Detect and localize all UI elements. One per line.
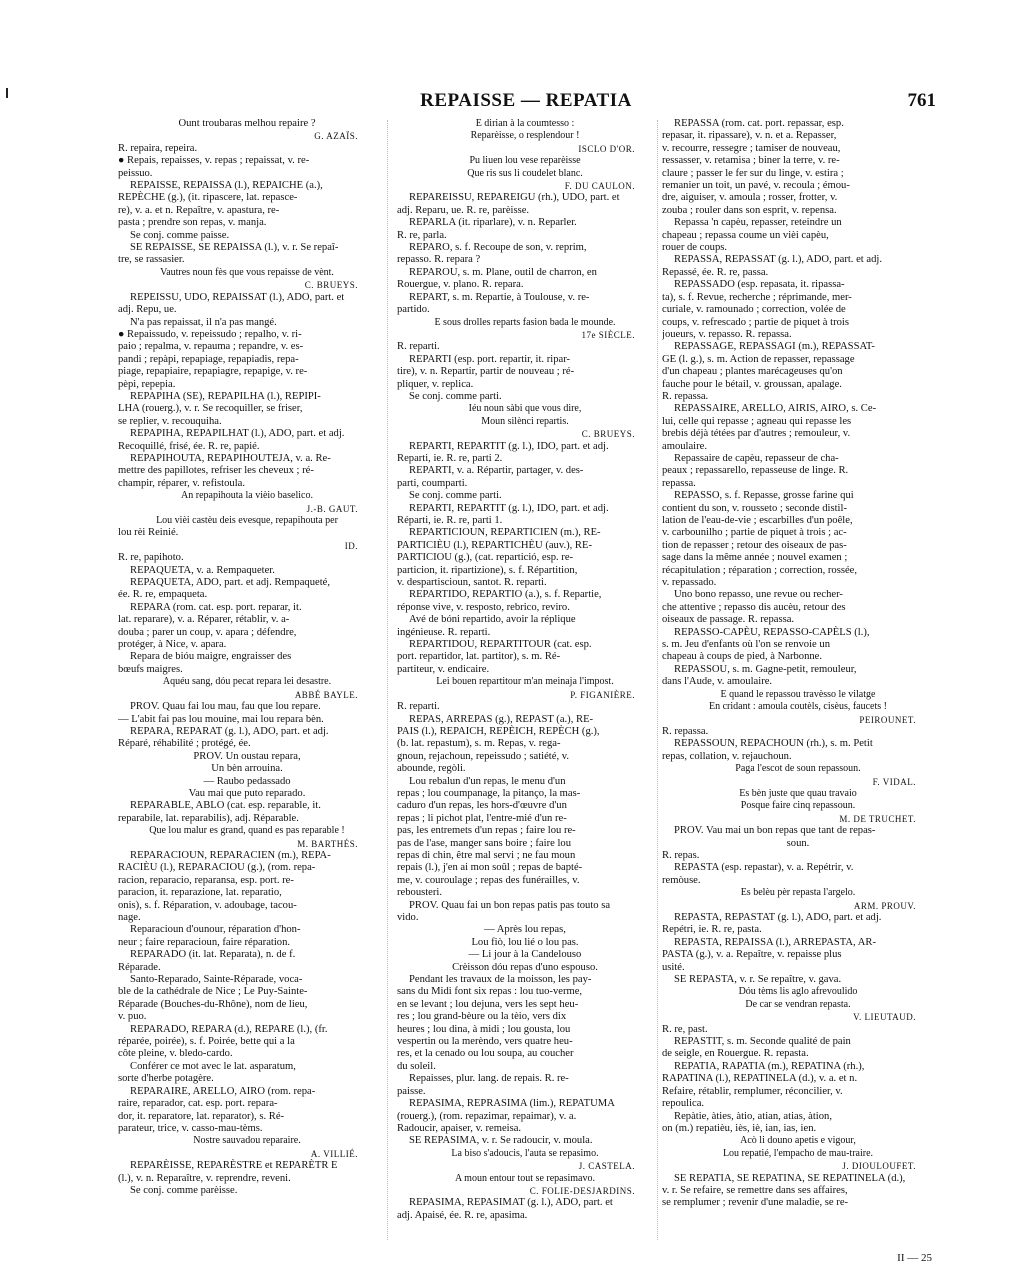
entry-line: Repétri, ie. R. re, pasta. (662, 924, 762, 936)
entry-line: REPASSAGE, REPASSAGI (m.), REPASSAT- (674, 341, 875, 353)
entry-line: REPASTA, REPASTAT (g. l.), ADO, part. et adj. (674, 912, 882, 923)
entry-line: ressasser, v. retamisa ; biner la terre, v. re- (662, 155, 840, 167)
entry-line: repasar, it. ripassare), v. n. et a. Repasser, (662, 130, 837, 142)
entry-line: Repassaire de capèu, repasseur de cha- (674, 452, 839, 464)
entry-line: Pendant les travaux de la moisson, les pay- (409, 974, 592, 986)
entry-line: brebis déjà tétées par d'autres ; remouleur, v. (662, 428, 851, 440)
entry-line: REPARTI, REPARTIT (g. l.), IDO, part. et adj. (409, 440, 609, 452)
entry-line: protéger, à Nice, v. apara. (118, 639, 227, 651)
entry-line: Acò li douno apetis e vigour, (740, 1135, 856, 1147)
entry-line: REPARA (rom. cat. esp. port. reparar, it. (130, 601, 302, 613)
entry-line: (rouerg.), (rom. repazimar, repaimar), v. a. (397, 1110, 577, 1122)
entry-line: repasso. R. repara ? (397, 254, 481, 266)
entry-line: REPAQUETA, v. a. Rempaqueter. (130, 564, 275, 576)
entry-line: Lei bouen repartitour m'an meinaja l'impost. (436, 676, 614, 688)
entry-line: amoulaire. (662, 440, 708, 452)
entry-line: REPASSA (rom. cat. port. repassar, esp. (674, 118, 844, 129)
entry-line: v. puo. (118, 1011, 147, 1023)
entry-line: Réparti, ie. R. re, parti 1. (397, 515, 503, 526)
entry-line: ARM. PROUV. (853, 900, 916, 911)
entry-line: Se conj. comme parèisse. (130, 1184, 238, 1196)
entry-line: G. AZAÏS. (314, 131, 358, 142)
entry-line: d'un chapeau ; plantes marécageuses qu'on (662, 366, 843, 378)
entry-line: REPARTI, REPARTIT (g. l.), IDO, part. et adj. (409, 502, 609, 514)
entry-line: 17e SIÈCLE. (581, 329, 635, 340)
entry-line: v. repassado. (662, 577, 717, 589)
entry-line: REPASSA, REPASSAT (g. l.), ADO, part. et adj. (674, 254, 882, 266)
entry-line: lation de l'eau-de-vie ; escarbilles d'un poêle, (662, 515, 853, 526)
entry-line: Réparade. (118, 961, 161, 973)
entry-line: F. VIDAL. (872, 776, 916, 787)
entry-line: PROV. Vau mai un bon repas que tant de repas- (674, 825, 876, 837)
entry-line: Vau mai que puto reparado. (188, 787, 306, 799)
entry-line: me, v. couroulage ; repas des funérailles, v. (397, 874, 580, 886)
entry-line: Radoucir, apaiser, v. remeisa. (397, 1122, 522, 1134)
entry-line: pliquer, v. replica. (397, 378, 474, 390)
entry-line: Es bèn juste que quau travaio (739, 787, 857, 799)
entry-line: contient du son, v. rousseto ; seconde distil- (662, 502, 847, 514)
entry-line: Posque faire cinq repassoun. (740, 800, 856, 812)
entry-line: repas di chin, être mal servi ; ne fau moun (397, 849, 576, 861)
entry-line: lou rèi Reinié. (118, 527, 179, 539)
entry-line: en se levant ; lou dejuna, vers les sept heu- (397, 998, 579, 1010)
entry-line: Crèisson dóu repas d'uno espouso. (452, 961, 598, 973)
entry-line: ● Repaissudo, v. repeissudo ; repalho, v. ri- (118, 328, 302, 340)
entry-line: pasta ; prendre son repas, v. manja. (118, 217, 267, 229)
entry-line: repas ; lou coumpanage, la pitanço, la mas- (397, 787, 581, 799)
entry-line: parti, coumparti. (397, 477, 468, 489)
entry-line: se replier, v. recouquiha. (118, 415, 222, 427)
entry-line: res ; lou grand-bèure ou la tèio, vers dix (397, 1011, 567, 1023)
entry-line: Reparacioun d'ounour, réparation d'hon- (130, 924, 301, 936)
entry-line: REPASIMA, REPRASIMA (lim.), REPATUMA (409, 1098, 615, 1110)
entry-line: REPARO, s. f. Recoupe de son, v. reprim, (409, 242, 587, 254)
entry-line: REPASSO-CAPÈU, REPASSO-CAPÈLS (l.), (674, 626, 870, 638)
entry-line: tion de repasser ; retour des oiseaux de pas- (662, 539, 847, 551)
entry-line: ingénieuse. R. reparti. (397, 626, 491, 638)
entry-line: Uno bono repasso, une revue ou recher- (674, 589, 843, 601)
entry-line: SE REPASTA, v. r. Se repaître, v. gava. (674, 974, 842, 986)
text-column-middle (397, 118, 653, 1248)
entry-line: rebousteri. (397, 887, 443, 899)
entry-line: REPAS, ARREPAS (g.), REPAST (a.), RE- (409, 713, 594, 725)
entry-line: v. r. Se refaire, se remettre dans ses affaires, (662, 1184, 848, 1196)
entry-line: ta), s. f. Revue, recherche ; réprimande, mer- (662, 291, 852, 303)
entry-line: adj. Reparu, ue. R. re, parèisse. (397, 204, 530, 216)
entry-line: REPAPIHOUTA, REPAPIHOUTEJA, v. a. Re- (130, 452, 331, 464)
entry-line: R. re, papihoto. (118, 552, 184, 564)
entry-line: De car se vendran repasta. (745, 998, 851, 1010)
entry-line: — Li jour à la Candelouso (468, 949, 582, 961)
entry-line: repas, collation, v. rejauchoun. (662, 750, 792, 762)
page-header (116, 90, 936, 116)
entry-line: REPARTI, v. a. Répartir, partager, v. des- (409, 465, 584, 477)
entry-line: paisse. (397, 1085, 426, 1097)
entry-line: R. re, past. (662, 1023, 708, 1035)
entry-line: sans du Midi font six repas : lou tuo-verme, (397, 986, 583, 998)
entry-line: récapitulation ; réparation ; correction, rossée, (662, 564, 858, 576)
entry-line: REPÈCHE (g.), (it. ripascere, lat. repasce- (118, 192, 298, 204)
entry-line: racion, reparacio, reparansa, esp. port. re- (118, 874, 294, 886)
text-column-right (662, 118, 934, 1248)
entry-line: v. recourre, ressegre ; tamiser de nouveau, (662, 142, 841, 154)
entry-line: pas, les entremets d'un repas ; faire lou re- (397, 825, 576, 837)
entry-line: ISCLO D'OR. (578, 143, 635, 154)
entry-line: Iéu noun sàbi que vous dire, (468, 403, 582, 415)
entry-line: lat. reparare), v. a. Réparer, rétablir, v. a- (118, 614, 290, 626)
entry-line: sage dans la même année ; nouvel examen ; (662, 552, 848, 564)
entry-line: — Raubo pedassado (203, 775, 291, 787)
entry-line: port. repartidor, lat. partitor), s. m. Ré- (397, 651, 561, 663)
entry-line: C. FOLIE-DESJARDINS. (529, 1185, 635, 1196)
entry-line: R. reparti. (397, 341, 440, 353)
entry-line: dans l'Aude, v. amoulaire. (662, 676, 773, 688)
entry-line: R. repassa. (662, 725, 709, 737)
entry-line: Ount troubaras melhou repaire ? (178, 118, 316, 129)
entry-line: M. DE TRUCHET. (839, 813, 916, 824)
entry-line: REPARTIDO, REPARTIO (a.), s. f. Repartie, (409, 589, 602, 601)
entry-line: Que lou malur es grand, quand es pas reparable ! (149, 825, 345, 837)
entry-line: REPAREISSU, REPAREIGU (rh.), UDO, part. et (409, 192, 620, 204)
entry-line: (b. lat. repastum), s. m. Repas, v. rega- (397, 738, 561, 750)
entry-line: E quand le repassou travèsso le vilatge (720, 688, 876, 700)
entry-line: ABBÉ BAYLE. (294, 689, 358, 700)
entry-line: J. CASTELA. (578, 1161, 635, 1172)
entry-line: piage, repapiaire, repapiagre, repapige, v. re- (118, 366, 308, 378)
entry-line: Lou rebalun d'un repas, le menu d'un (409, 775, 566, 787)
entry-line: v. carbounilho ; partie de piquet à trois ; ac- (662, 527, 847, 539)
entry-line: R. re, parla. (397, 229, 447, 241)
entry-line: caduro d'un repas, les hors-d'œuvre d'un (397, 800, 567, 812)
running-head: REPAISSE — REPATIA (420, 90, 632, 111)
entry-line: Réparade (Bouches-du-Rhône), nom de lieu, (118, 998, 308, 1010)
entry-line: REPARADO, REPARA (d.), REPARE (l.), (fr. (130, 1023, 328, 1035)
entry-line: Aquéu sang, dóu pecat repara lei desastre. (162, 676, 332, 688)
entry-line: RAPATINA (l.), REPATINELA (d.), v. a. et n. (662, 1073, 858, 1085)
entry-line: Réparé, réhabilité ; protégé, ée. (118, 738, 251, 750)
entry-line: PROV. Quau fai lou mau, fau que lou repare. (130, 701, 321, 713)
entry-line: abounde, regòli. (397, 763, 466, 775)
entry-line: REPARTIDOU, REPARTITOUR (cat. esp. (409, 639, 592, 651)
entry-line: — L'abit fai pas lou mouine, mai lou repara bèn. (118, 713, 324, 725)
entry-line: re), v. a. et n. Repaître, v. apastura, re- (118, 204, 280, 216)
entry-line: REPASTIT, s. m. Seconde qualité de pain (674, 1036, 851, 1048)
entry-line: Recoquillé, frisé, ée. R. re, papié. (118, 440, 260, 452)
entry-line: (l.), v. n. Reparaître, v. reprendre, reveni. (118, 1172, 291, 1184)
entry-line: REPASTA, REPAISSA (l.), ARREPASTA, AR- (674, 936, 877, 948)
entry-line: se remplumer ; revenir d'une maladie, se re- (662, 1197, 849, 1209)
entry-line: Repara de bióu maigre, engraisser des (130, 651, 292, 663)
entry-line: REPASSOU, s. m. Gagne-petit, remouleur, (674, 663, 857, 675)
entry-line: Repassé, ée. R. re, passa. (662, 266, 769, 278)
entry-line: tire), v. n. Repartir, partir de nouveau ; ré- (397, 366, 575, 378)
entry-line: paio ; repalma, v. repauma ; repandre, v. es- (118, 341, 304, 353)
entry-line: onis), s. f. Réparation, v. adoubage, tacou- (118, 899, 297, 911)
entry-line: partido. (397, 304, 430, 316)
entry-line: paracion, it. reparazione, lat. reparatio, (118, 887, 282, 899)
entry-line: reparabile, lat. reparabilis), adj. Réparable. (118, 812, 299, 824)
entry-line: peaux ; repassarello, repasseuse de linge. R. (662, 465, 849, 477)
entry-line: curiale, v. ramounado ; correction, volée de (662, 304, 846, 316)
entry-line: parateur, trice, v. casso-mau-tèms. (118, 1122, 263, 1134)
entry-line: PARTICIOU (g.), (cat. repartició, esp. re- (397, 552, 574, 564)
entry-line: RACIÈU (l.), REPARACIOU (g.), (rom. repa- (118, 862, 316, 874)
entry-line: REPASTA (esp. repastar), v. a. Repétrir, v. (674, 862, 854, 874)
entry-line: raire, reparador, cat. esp. port. repara- (118, 1098, 278, 1110)
entry-line: REPAPIHA, REPAPILHAT (l.), ADO, part. et adj. (130, 428, 345, 440)
entry-line: V. LIEUTAUD. (853, 1012, 916, 1023)
entry-line: nage. (118, 912, 141, 923)
entry-line: C. BRUEYS. (581, 429, 635, 440)
entry-line: REPEISSU, UDO, REPAISSAT (l.), ADO, part. et (130, 291, 345, 303)
entry-line: REPAISSE, REPAISSA (l.), REPAICHE (a.), (130, 180, 323, 192)
entry-line: Repaisses, plur. lang. de repais. R. re- (409, 1073, 569, 1085)
entry-line: peissuo. (118, 167, 153, 179)
entry-line: heures ; lou dina, à midi ; lou gousta, lou (397, 1023, 571, 1035)
entry-line: Reparèisse, o resplendour ! (470, 130, 580, 142)
entry-line: remanier un toit, un pavé, v. recoula ; émou- (662, 180, 850, 192)
entry-line: A. VILLIÉ. (310, 1148, 358, 1159)
entry-line: champir, réparer, v. refistoula. (118, 477, 245, 489)
entry-line: PROV. Quau fai un bon repas patis pas touto sa (409, 899, 611, 911)
entry-line: REPASSAIRE, ARELLO, AIRIS, AIRO, s. Ce- (674, 403, 877, 415)
entry-line: sorte d'herbe potagère. (118, 1073, 214, 1085)
entry-line: usité. (662, 961, 685, 973)
entry-line: che attentive ; repasso dis aucèu, retour des (662, 601, 846, 613)
entry-line: REPASSOUN, REPACHOUN (rh.), s. m. Petit (674, 738, 873, 750)
entry-line: M. BARTHÉS. (297, 838, 358, 849)
entry-line: pandi ; repàpi, repapiage, repapiadis, repa- (118, 353, 299, 365)
entry-line: PARTICIÈU (l.), REPARTICHÈU (auv.), RE- (397, 539, 592, 551)
entry-line: lui, celle qui repasse ; agneau qui repasse les (662, 415, 852, 427)
entry-line: Se conj. comme parti. (409, 390, 502, 402)
entry-line: soun. (786, 837, 810, 849)
entry-line: tre, se rassasier. (118, 254, 185, 266)
entry-line: Refaire, rétablir, remplumer, réconcilier, v. (662, 1085, 843, 1097)
entry-line: PROV. Un oustau repara, (193, 750, 301, 762)
entry-line: R. repas. (662, 849, 700, 861)
entry-line: REPASSO, s. f. Repasse, grosse farine qui (674, 490, 854, 502)
entry-line: R. repaira, repeira. (118, 142, 198, 154)
text-column-left (118, 118, 376, 1248)
entry-line: REPAPIHA (SE), REPAPILHA (l.), REPIPI- (130, 390, 321, 402)
entry-line: fauche pour le bétail, v. groussan, apalage. (662, 378, 842, 390)
entry-line: chapeau ; repassa coume un vièi capèu, (662, 229, 829, 241)
entry-line: mettre des papillotes, refriser les cheveux ; ré- (118, 465, 314, 477)
entry-line: chapeau à coups de pied, à Narbonne. (662, 651, 823, 663)
entry-line: REPARADO (it. lat. Reparata), n. de f. (130, 949, 296, 961)
entry-line: douba ; parer un coup, v. apara ; défendre, (118, 626, 297, 638)
entry-line: REPARACIOUN, REPARACIEN (m.), REPA- (130, 849, 331, 861)
entry-line: En cridant : amoula coutèls, cisèus, faucets ! (709, 701, 887, 713)
entry-line: E dirian à la coumtesso : (475, 118, 575, 129)
entry-line: Que ris sus li coudelet blanc. (467, 167, 583, 179)
entry-line: dor, it. reparatore, lat. reparator), s. Ré- (118, 1110, 285, 1122)
entry-line: neur ; faire reparacioun, faire réparation. (118, 936, 291, 948)
entry-line: An repapihouta la vièio baselico. (181, 490, 313, 502)
entry-line: adj. Repu, ue. (118, 304, 177, 316)
entry-line: REPASIMA, REPASIMAT (g. l.), ADO, part. et (409, 1197, 613, 1209)
entry-line: joueurs, v. repasso. R. repassa. (662, 328, 792, 340)
entry-line: repoulica. (662, 1098, 705, 1110)
entry-line: Un bèn arrouina. (211, 763, 283, 775)
entry-line: REPAQUETA, ADO, part. et adj. Rempaqueté, (130, 577, 331, 589)
entry-line: réponse vive, v. resposto, rebrico, reviro. (397, 601, 570, 613)
entry-line: vido. (397, 912, 419, 923)
entry-line: on (m.) repatièu, iès, iè, ian, ias, ien. (662, 1122, 817, 1134)
entry-line: N'a pas repaissat, il n'a pas mangé. (130, 316, 277, 328)
entry-line: remòuse. (662, 874, 701, 886)
entry-line: oiseaux de passage. R. repassa. (662, 614, 795, 626)
entry-line: adj. Apaisé, ée. R. re, apasima. (397, 1209, 528, 1221)
entry-line: REPARLA (it. riparlare), v. n. Reparler. (409, 217, 577, 229)
entry-line: REPARTICIOUN, REPARTICIEN (m.), RE- (409, 527, 601, 539)
entry-line: gnoun, rejachoun, repeissudo ; satiété, v. (397, 750, 570, 762)
entry-line: REPARABLE, ABLO (cat. esp. reparable, it. (130, 800, 321, 812)
entry-line: REPARA, REPARAT (g. l.), ADO, part. et adj. (130, 725, 329, 737)
entry-line: PEIROUNET. (859, 714, 916, 725)
entry-line: Se conj. comme parti. (409, 490, 502, 502)
entry-line: SE REPATIA, SE REPATINA, SE REPATINELA (d.), (674, 1172, 906, 1184)
entry-line: pèpi, repepia. (118, 378, 176, 390)
entry-line: PAIS (l.), REPAICH, REPÈICH, REPÈCH (g.), (397, 725, 600, 737)
entry-line: REPARTI (esp. port. repartir, it. ripar- (409, 353, 571, 365)
entry-line: GE (l. g.), s. m. Action de repasser, repassage (662, 353, 855, 365)
entry-line: de seigle, en Rouergue. R. repasta. (662, 1048, 809, 1060)
entry-line: Es belèu pèr repasta l'argelo. (740, 887, 856, 899)
entry-line: Lou fiò, lou lié o lou pas. (471, 936, 579, 948)
entry-line: ée. R. re, empaqueta. (118, 589, 208, 601)
entry-line: La biso s'adoucis, l'auta se repasimo. (451, 1147, 599, 1159)
entry-line: J. DIOULOUFET. (842, 1161, 916, 1172)
entry-line: res, et la cenado ou lou soupa, au coucher (397, 1048, 574, 1060)
entry-line: repassa. (662, 477, 696, 489)
entry-line: C. BRUEYS. (304, 280, 358, 291)
entry-line: claure ; passer le fer sur du linge, v. estira ; (662, 167, 844, 179)
entry-line: J.-B. GAUT. (306, 503, 358, 514)
entry-line: repais (l.), j'en ai mon soûl ; repas de bapté- (397, 862, 583, 874)
entry-line: Repassa 'n capèu, repasser, reteindre un (674, 217, 842, 229)
entry-line: Reparti, ie. R. re, parti 2. (397, 452, 503, 464)
scan-edge-mark (6, 88, 8, 98)
entry-line: E sous drolles reparts fasion bada le mounde. (434, 316, 616, 328)
entry-line: PASTA (g.), v. a. Repaître, v. repaisse plus (662, 949, 842, 961)
entry-line: réparée, poirée), s. f. Poirée, bette qui a la (118, 1036, 295, 1048)
entry-line: s. m. Jeu d'enfants où l'on se renvoie un (662, 639, 830, 651)
entry-line: Pu liuen lou vese reparèisse (469, 155, 581, 167)
entry-line: ● Repais, repaisses, v. repas ; repaissat, v. re- (118, 155, 310, 167)
entry-line: Se conj. comme paisse. (130, 229, 230, 241)
entry-line: vespertin ou la merèndo, vers quatre heu- (397, 1036, 573, 1048)
entry-line: R. reparti. (397, 701, 440, 713)
entry-line: REPASSADO (esp. repasata, it. ripassa- (674, 279, 845, 291)
entry-line: Nostre sauvadou reparaire. (193, 1135, 301, 1147)
signature-mark: II — 25 (897, 1252, 932, 1264)
entry-line: SE REPASIMA, v. r. Se radoucir, v. moula. (409, 1135, 593, 1147)
column-divider (387, 120, 388, 1240)
entry-line: REPATIA, RAPATIA (m.), REPATINA (rh.), (674, 1060, 865, 1072)
entry-line: F. DU CAULON. (564, 181, 635, 192)
entry-line: Avé de bóni repartido, avoir la réplique (409, 614, 576, 626)
entry-line: Dóu tèms lis aglo afrevoulido (738, 986, 858, 998)
entry-line: R. repassa. (662, 390, 709, 402)
entry-line: coups, v. refrescado ; partie de piquet à trois (662, 316, 849, 328)
entry-line: Santo-Reparado, Sainte-Réparade, voca- (130, 974, 303, 986)
entry-line: partiteur, v. endicaire. (397, 663, 490, 675)
entry-line: zouba ; rouler dans son esprit, v. repensa. (662, 204, 837, 216)
entry-line: Lou vièi castèu deis evesque, repapihouta per (156, 515, 338, 526)
entry-line: du soleil. (397, 1060, 436, 1072)
entry-line: REPART, s. m. Repartie, à Toulouse, v. re- (409, 291, 590, 303)
entry-line: ID. (344, 540, 358, 551)
entry-line: particion, it. ripartizione), s. f. Répartition, (397, 564, 578, 576)
entry-line: Moun silènci repartis. (481, 415, 569, 427)
entry-line: pas de l'ase, manger sans boire ; faire lou (397, 837, 571, 849)
entry-line: SE REPAISSE, SE REPAISSA (l.), v. r. Se repaî- (130, 242, 339, 254)
entry-line: Conférer ce mot avec le lat. asparatum, (130, 1060, 296, 1072)
entry-line: repas ; li pichot plat, l'entre-mié d'un re- (397, 812, 567, 824)
entry-line: REPAROU, s. m. Plane, outil de charron, en (409, 266, 597, 278)
entry-line: LHA (rouerg.), v. r. Se recoquiller, se friser, (118, 403, 303, 415)
entry-line: rouer de coups. (662, 242, 728, 254)
entry-line: ble de la cathédrale de Nice ; Le Puy-Sainte- (118, 986, 308, 998)
entry-line: REPARAIRE, ARELLO, AIRO (rom. repa- (130, 1085, 316, 1097)
entry-line: bœufs maigres. (118, 663, 183, 675)
entry-line: REPARÈISSE, REPARÈSTRE et REPARÈTR E (130, 1160, 338, 1172)
entry-line: P. FIGANIÈRE. (570, 689, 635, 700)
entry-line: dre, aiguiser, v. amoula ; rosser, frotter, v. (662, 192, 838, 204)
entry-line: côte pleine, v. bledo-cardo. (118, 1048, 233, 1060)
page-number: 761 (907, 90, 936, 111)
entry-line: v. despartiscioun, santot. R. reparti. (397, 577, 547, 589)
entry-line: — Après lou repas, (484, 924, 566, 936)
entry-line: Paga l'escot de soun repassoun. (735, 763, 861, 775)
entry-line: Lou repatié, l'empacho de mau-traire. (722, 1147, 874, 1159)
entry-line: Rouergue, v. plano. R. repara. (397, 279, 524, 291)
column-divider (657, 120, 658, 1240)
entry-line: A moun entour tout se repasimavo. (455, 1172, 595, 1184)
entry-line: Vautres noun fès que vous repaisse de vènt. (160, 266, 334, 278)
entry-line: Repàtie, àties, àtio, atian, atias, àtion, (674, 1110, 832, 1122)
